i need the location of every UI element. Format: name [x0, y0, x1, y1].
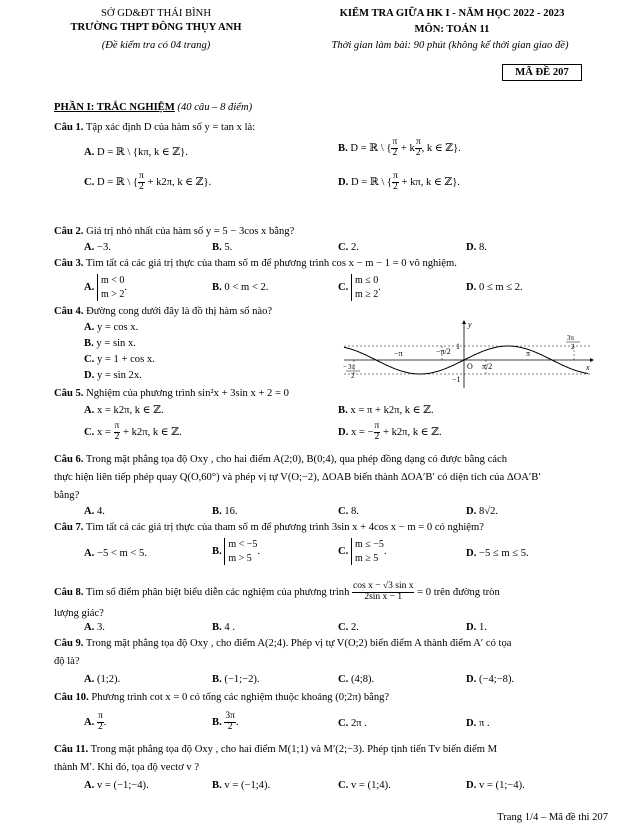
q10-option-d[interactable]: D. π . — [466, 718, 490, 729]
exam-code-box: MÃ ĐỀ 207 — [502, 64, 582, 81]
section-title: PHẦN I: TRẮC NGHIỆM (40 câu – 8 điểm) — [54, 102, 253, 113]
q8-option-b[interactable]: B. 4 . — [212, 622, 235, 633]
question-4: Câu 4. Đường cong dưới đây là đồ thị hàm số nào? — [54, 306, 273, 317]
label-x: x — [586, 363, 590, 372]
q6-option-a[interactable]: A. 4. — [84, 506, 105, 517]
label-neg-one: −1 — [452, 375, 461, 384]
question-5: Câu 5. Nghiệm của phương trình sin²x + 3sin x + 2 = 0 — [54, 388, 289, 399]
dept-name: SỞ GD&ĐT THÁI BÌNH — [101, 8, 211, 19]
q2-option-a[interactable]: A. −3. — [84, 242, 111, 253]
label-pi: π — [526, 349, 531, 358]
q2-option-d[interactable]: D. 8. — [466, 242, 487, 253]
question-6-line-2: thực hiện liên tiếp phép quay Q(O,60°) và phép vị tự V(O;−2), ΔOAB biến thành ΔOA′B′ có diện tích của ΔOA′B′ — [54, 472, 541, 483]
question-8-line-2: lượng giác? — [54, 608, 104, 619]
q6-option-c[interactable]: C. 8. — [338, 506, 359, 517]
label-half-pi: π/2 — [482, 362, 493, 371]
q4-option-c[interactable]: C. y = 1 + cos x. — [84, 354, 155, 365]
page-count-note: (Đề kiểm tra có 04 trang) — [101, 40, 211, 51]
q11-option-b[interactable]: B. v = (−1;4). — [212, 780, 271, 791]
q10-option-a[interactable]: A. $\frac{\pi}{2}$ . — [84, 711, 107, 732]
q2-option-c[interactable]: C. 2. — [338, 242, 359, 253]
label-y: y — [468, 320, 472, 329]
label-right-num: 3π — [567, 334, 575, 342]
q3-option-b[interactable]: B. 0 < m < 2. — [212, 282, 269, 293]
label-left-sign: − — [343, 363, 347, 371]
q3-option-d[interactable]: D. 0 ≤ m ≤ 2. — [466, 282, 523, 293]
q10-option-c[interactable]: C. 2π . — [338, 718, 367, 729]
question-3: Câu 3. Tìm tất cả các giá trị thực của tham số m để phương trình cos x − m − 1 = 0 vô nghiệm. — [54, 258, 457, 269]
label-left-num: 3π — [348, 363, 356, 371]
q10-option-b[interactable]: B. $\frac{3\pi}{2}$ . — [212, 711, 239, 732]
q1-option-c[interactable]: C. D = ℝ \ { $\frac{\pi}{2}$ + k2π, k ∈ ℤ}. — [84, 171, 212, 192]
q8-option-d[interactable]: D. 1. — [466, 622, 487, 633]
q9-option-a[interactable]: A. (1;2). — [84, 674, 121, 685]
label-origin: O — [467, 362, 473, 371]
q7-option-c[interactable]: C. m ≤ −5 m ≥ 5 . — [338, 539, 387, 564]
label-one: 1 — [456, 342, 460, 351]
q11-option-c[interactable]: C. v = (1;4). — [338, 780, 391, 791]
question-8-line-1: Câu 8. Tìm số điểm phân biệt biểu diễn các nghiệm của phương trình $\frac{\text{cos x − √3 sin x}}{\text{2sin x − 1}}$ = 0 trên đường tròn — [54, 581, 500, 602]
q3-option-a[interactable]: A. m < 0 m > 2 . — [84, 275, 128, 300]
page-footer: Trang 1/4 – Mã đề thi 207 — [497, 812, 608, 823]
question-1: Câu 1. Tập xác định D của hàm số y = tan x là: — [54, 122, 256, 133]
q5-option-d[interactable]: D. x = − $\frac{\pi}{2}$ + k2π, k ∈ ℤ. — [338, 421, 442, 442]
q11-option-d[interactable]: D. v = (1;−4). — [466, 780, 525, 791]
question-11-line-1: Câu 11. Trong mặt phẳng tọa độ Oxy , cho hai điểm M(1;1) và M′(2;−3). Phép tịnh tiến Tv biến điểm M — [54, 744, 498, 755]
question-9-line-1: Câu 9. Trong mặt phẳng tọa độ Oxy , cho điểm A(2;4). Phép vị tự V(O;2) biến điểm A thành điểm A′ có tọa — [54, 638, 512, 649]
question-10: Câu 10. Phương trình cot x = 0 có tổng các nghiệm thuộc khoảng (0;2π) bằng? — [54, 692, 390, 703]
q9-option-d[interactable]: D. (−4;−8). — [466, 674, 515, 685]
q1-option-a[interactable]: A. D = ℝ \ {kπ, k ∈ ℤ}. — [84, 147, 188, 158]
label-neg-pi: −π — [394, 349, 403, 358]
q4-option-b[interactable]: B. y = sin x. — [84, 338, 136, 349]
question-9-line-2: độ là? — [54, 656, 80, 667]
q8-option-a[interactable]: A. 3. — [84, 622, 105, 633]
q4-option-a[interactable]: A. y = cos x. — [84, 322, 139, 333]
q7-option-b[interactable]: B. m < −5 m > 5 . — [212, 539, 261, 564]
question-7: Câu 7. Tìm tất cả các giá trị thực của tham số m để phương trình 3sin x + 4cos x − m = 0 có nghiệm? — [54, 522, 484, 533]
y-arrow-icon — [462, 320, 466, 324]
q7-option-d[interactable]: D. −5 ≤ m ≤ 5. — [466, 548, 529, 559]
question-6-line-1: Câu 6. Trong mặt phẳng tọa độ Oxy , cho hai điểm A(2;0), B(0;4), qua phép đồng dạng có được bằng cách — [54, 454, 507, 465]
subject: MÔN: TOÁN 11 — [414, 24, 490, 35]
q1-option-b[interactable]: B. D = ℝ \ { $\frac{\pi}{2}$ + k $\frac{\pi}{2}$ , k ∈ ℤ}. — [338, 137, 461, 158]
q6-option-b[interactable]: B. 16. — [212, 506, 238, 517]
question-6-line-3: bằng? — [54, 490, 80, 501]
label-left-den: 2 — [351, 372, 355, 380]
school-name: TRƯỜNG THPT ĐÔNG THỤY ANH — [70, 22, 242, 33]
q6-option-d[interactable]: D. 8√2. — [466, 506, 499, 517]
q5-option-b[interactable]: B. x = π + k2π, k ∈ ℤ. — [338, 405, 434, 416]
q4-graph — [340, 318, 596, 390]
q1-option-d[interactable]: D. D = ℝ \ { $\frac{\pi}{2}$ + kπ, k ∈ ℤ}. — [338, 171, 460, 192]
q9-option-c[interactable]: C. (4;8). — [338, 674, 375, 685]
q3-option-c[interactable]: C. m ≤ 0 m ≥ 2 . — [338, 275, 381, 300]
label-right-den: 2 — [571, 343, 575, 351]
q11-option-a[interactable]: A. v = (−1;−4). — [84, 780, 149, 791]
q4-option-d[interactable]: D. y = sin 2x. — [84, 370, 142, 381]
exam-title: KIỂM TRA GIỮA HK I - NĂM HỌC 2022 - 2023 — [339, 8, 565, 19]
q8-option-c[interactable]: C. 2. — [338, 622, 359, 633]
label-neg-half-pi: −π/2 — [436, 347, 451, 356]
question-2: Câu 2. Giá trị nhỏ nhất của hàm số y = 5 − 3cos x bằng? — [54, 226, 295, 237]
x-arrow-icon — [590, 358, 594, 362]
q2-option-b[interactable]: B. 5. — [212, 242, 233, 253]
q5-option-a[interactable]: A. x = k2π, k ∈ ℤ. — [84, 405, 164, 416]
q7-option-a[interactable]: A. −5 < m < 5. — [84, 548, 147, 559]
q5-option-c[interactable]: C. x = $\frac{\pi}{2}$ + k2π, k ∈ ℤ. — [84, 421, 182, 442]
time-note: Thời gian làm bài: 90 phút (không kể thời gian giao đề) — [331, 40, 569, 51]
q9-option-b[interactable]: B. (−1;−2). — [212, 674, 260, 685]
question-11-line-2: thành M′. Khi đó, tọa độ vectơ v ? — [54, 762, 200, 773]
